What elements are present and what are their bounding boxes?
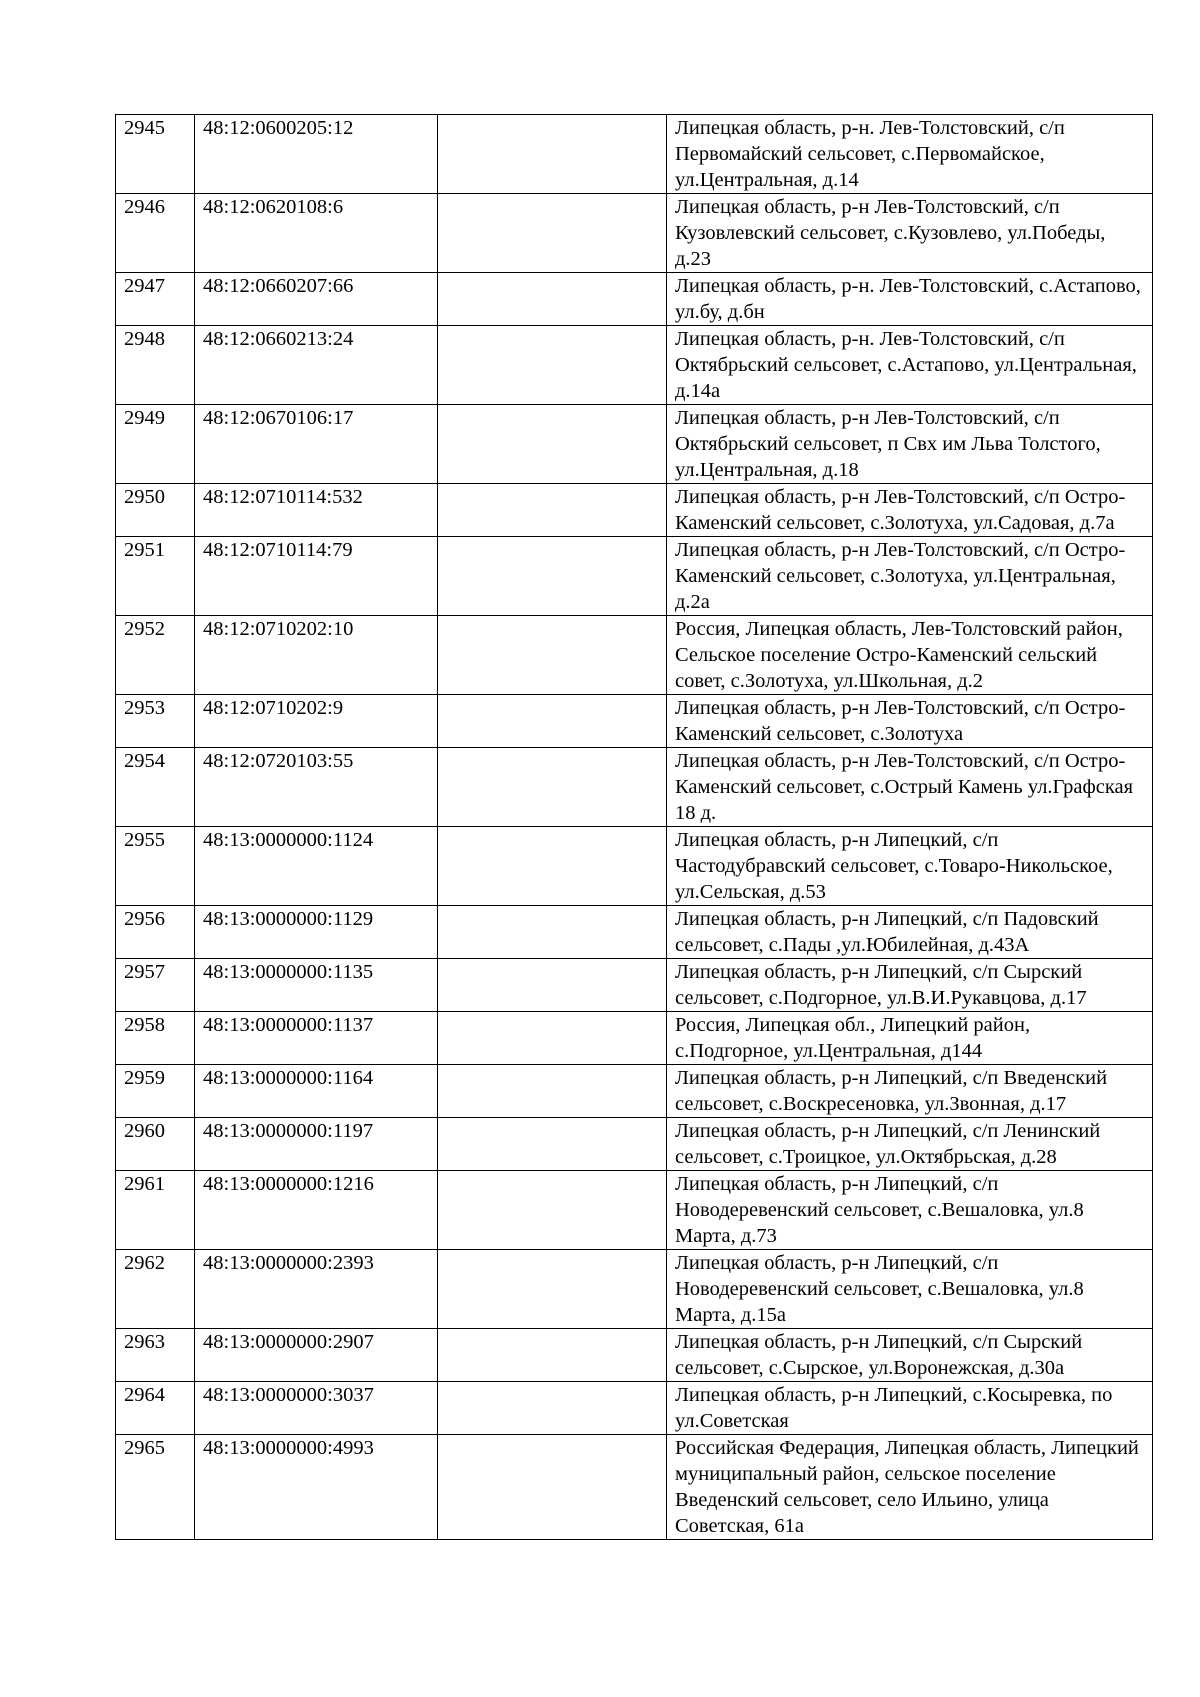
empty-cell xyxy=(438,1435,667,1540)
empty-cell xyxy=(438,273,667,326)
empty-cell xyxy=(438,537,667,616)
table-row xyxy=(116,1435,1153,1540)
empty-cell xyxy=(438,326,667,405)
address-cell: Липецкая область, р-н Липецкий, с/п Сырский сельсовет, с.Подгорное, ул.В.И.Рукавцова, д.17 xyxy=(667,959,1153,1012)
row-number-cell: 2953 xyxy=(116,695,195,748)
empty-cell xyxy=(438,748,667,827)
address-cell: Липецкая область, р-н Липецкий, с/п Частодубравский сельсовет, с.Товаро-Никольское, ул.Сельская, д.53 xyxy=(667,827,1153,906)
address-cell: Липецкая область, р-н Лев-Толстовский, с/п Октябрьский сельсовет, п Свх им Льва Толстого, ул.Центральная, д.18 xyxy=(667,405,1153,484)
empty-cell xyxy=(438,484,667,537)
address-cell: Россия, Липецкая обл., Липецкий район, с.Подгорное, ул.Центральная, д144 xyxy=(667,1012,1153,1065)
address-cell: Липецкая область, р-н. Лев-Толстовский, с.Астапово, ул.бу, д.бн xyxy=(667,273,1153,326)
table-row xyxy=(116,1012,1153,1065)
address-cell: Липецкая область, р-н Липецкий, с/п Ленинский сельсовет, с.Троицкое, ул.Октябрьская, д.28 xyxy=(667,1118,1153,1171)
row-number-cell: 2949 xyxy=(116,405,195,484)
table-row xyxy=(116,484,1153,537)
address-cell: Липецкая область, р-н Лев-Толстовский, с/п Остро-Каменский сельсовет, с.Золотуха, ул.Садовая, д.7а xyxy=(667,484,1153,537)
empty-cell xyxy=(438,959,667,1012)
cadastral-number-cell: 48:13:0000000:3037 xyxy=(195,1382,438,1435)
row-number-cell: 2948 xyxy=(116,326,195,405)
row-number-cell: 2952 xyxy=(116,616,195,695)
row-number-cell: 2961 xyxy=(116,1171,195,1250)
table-row xyxy=(116,748,1153,827)
row-number-cell: 2946 xyxy=(116,194,195,273)
row-number-cell: 2951 xyxy=(116,537,195,616)
address-cell: Липецкая область, р-н Липецкий, с/п Новодеревенский сельсовет, с.Вешаловка, ул.8 Марта, д.73 xyxy=(667,1171,1153,1250)
row-number-cell: 2959 xyxy=(116,1065,195,1118)
table-row xyxy=(116,1382,1153,1435)
table-row xyxy=(116,537,1153,616)
empty-cell xyxy=(438,405,667,484)
address-cell: Липецкая область, р-н Лев-Толстовский, с/п Остро-Каменский сельсовет, с.Острый Камень ул.Графская 18 д. xyxy=(667,748,1153,827)
empty-cell xyxy=(438,1171,667,1250)
address-cell: Российская Федерация, Липецкая область, Липецкий муниципальный район, сельское поселение Введенский сельсовет, село Ильино, улица Советская, 61а xyxy=(667,1435,1153,1540)
cadastral-number-cell: 48:13:0000000:2907 xyxy=(195,1329,438,1382)
row-number-cell: 2947 xyxy=(116,273,195,326)
row-number-cell: 2965 xyxy=(116,1435,195,1540)
table-row xyxy=(116,194,1153,273)
table-row xyxy=(116,906,1153,959)
address-cell: Липецкая область, р-н Липецкий, с/п Падовский сельсовет, с.Пады ,ул.Юбилейная, д.43А xyxy=(667,906,1153,959)
row-number-cell: 2945 xyxy=(116,115,195,194)
table-row xyxy=(116,827,1153,906)
empty-cell xyxy=(438,616,667,695)
table-row xyxy=(116,1118,1153,1171)
address-cell: Липецкая область, р-н Липецкий, с.Косыревка, по ул.Советская xyxy=(667,1382,1153,1435)
empty-cell xyxy=(438,906,667,959)
table-row xyxy=(116,1065,1153,1118)
cadastral-number-cell: 48:12:0670106:17 xyxy=(195,405,438,484)
registry-body xyxy=(116,115,1153,1540)
row-number-cell: 2963 xyxy=(116,1329,195,1382)
cadastral-number-cell: 48:12:0660207:66 xyxy=(195,273,438,326)
address-cell: Липецкая область, р-н Лев-Толстовский, с/п Кузовлевский сельсовет, с.Кузовлево, ул.Победы, д.23 xyxy=(667,194,1153,273)
cadastral-number-cell: 48:12:0710202:9 xyxy=(195,695,438,748)
table-row xyxy=(116,115,1153,194)
row-number-cell: 2958 xyxy=(116,1012,195,1065)
cadastral-number-cell: 48:12:0710114:532 xyxy=(195,484,438,537)
cadastral-number-cell: 48:13:0000000:1129 xyxy=(195,906,438,959)
cadastral-number-cell: 48:12:0720103:55 xyxy=(195,748,438,827)
row-number-cell: 2956 xyxy=(116,906,195,959)
address-cell: Липецкая область, р-н. Лев-Толстовский, с/п Октябрьский сельсовет, с.Астапово, ул.Центральная, д.14а xyxy=(667,326,1153,405)
address-cell: Липецкая область, р-н Лев-Толстовский, с/п Остро-Каменский сельсовет, с.Золотуха, ул.Центральная, д.2а xyxy=(667,537,1153,616)
cadastral-number-cell: 48:12:0660213:24 xyxy=(195,326,438,405)
cadastral-number-cell: 48:13:0000000:1164 xyxy=(195,1065,438,1118)
cadastral-number-cell: 48:13:0000000:1137 xyxy=(195,1012,438,1065)
table-row xyxy=(116,405,1153,484)
table-row xyxy=(116,273,1153,326)
cadastral-number-cell: 48:12:0600205:12 xyxy=(195,115,438,194)
address-cell: Липецкая область, р-н. Лев-Толстовский, с/п Первомайский сельсовет, с.Первомайское, ул.Центральная, д.14 xyxy=(667,115,1153,194)
address-cell: Липецкая область, р-н Липецкий, с/п Новодеревенский сельсовет, с.Вешаловка, ул.8 Марта, д.15а xyxy=(667,1250,1153,1329)
row-number-cell: 2957 xyxy=(116,959,195,1012)
row-number-cell: 2950 xyxy=(116,484,195,537)
empty-cell xyxy=(438,1118,667,1171)
document-page xyxy=(115,114,1152,1540)
address-cell: Липецкая область, р-н Липецкий, с/п Введенский сельсовет, с.Воскресеновка, ул.Звонная, д.17 xyxy=(667,1065,1153,1118)
cadastral-number-cell: 48:13:0000000:4993 xyxy=(195,1435,438,1540)
table-row xyxy=(116,1171,1153,1250)
table-row xyxy=(116,959,1153,1012)
empty-cell xyxy=(438,1382,667,1435)
cadastral-number-cell: 48:13:0000000:1216 xyxy=(195,1171,438,1250)
row-number-cell: 2954 xyxy=(116,748,195,827)
cadastral-number-cell: 48:13:0000000:1197 xyxy=(195,1118,438,1171)
cadastral-number-cell: 48:13:0000000:1135 xyxy=(195,959,438,1012)
empty-cell xyxy=(438,1250,667,1329)
cadastral-number-cell: 48:12:0710202:10 xyxy=(195,616,438,695)
empty-cell xyxy=(438,1012,667,1065)
table-row xyxy=(116,1329,1153,1382)
cadastral-number-cell: 48:13:0000000:2393 xyxy=(195,1250,438,1329)
table-row xyxy=(116,1250,1153,1329)
row-number-cell: 2964 xyxy=(116,1382,195,1435)
address-cell: Липецкая область, р-н Липецкий, с/п Сырский сельсовет, с.Сырское, ул.Воронежская, д.30а xyxy=(667,1329,1153,1382)
empty-cell xyxy=(438,695,667,748)
address-cell: Липецкая область, р-н Лев-Толстовский, с/п Остро-Каменский сельсовет, с.Золотуха xyxy=(667,695,1153,748)
empty-cell xyxy=(438,1329,667,1382)
empty-cell xyxy=(438,115,667,194)
table-row xyxy=(116,695,1153,748)
cadastral-number-cell: 48:12:0620108:6 xyxy=(195,194,438,273)
cadastral-number-cell: 48:12:0710114:79 xyxy=(195,537,438,616)
table-row xyxy=(116,616,1153,695)
empty-cell xyxy=(438,827,667,906)
row-number-cell: 2955 xyxy=(116,827,195,906)
empty-cell xyxy=(438,1065,667,1118)
row-number-cell: 2960 xyxy=(116,1118,195,1171)
row-number-cell: 2962 xyxy=(116,1250,195,1329)
table-row xyxy=(116,326,1153,405)
empty-cell xyxy=(438,194,667,273)
property-registry-table xyxy=(115,114,1153,1540)
cadastral-number-cell: 48:13:0000000:1124 xyxy=(195,827,438,906)
address-cell: Россия, Липецкая область, Лев-Толстовский район, Сельское поселение Остро-Каменский сельский совет, с.Золотуха, ул.Школьная, д.2 xyxy=(667,616,1153,695)
